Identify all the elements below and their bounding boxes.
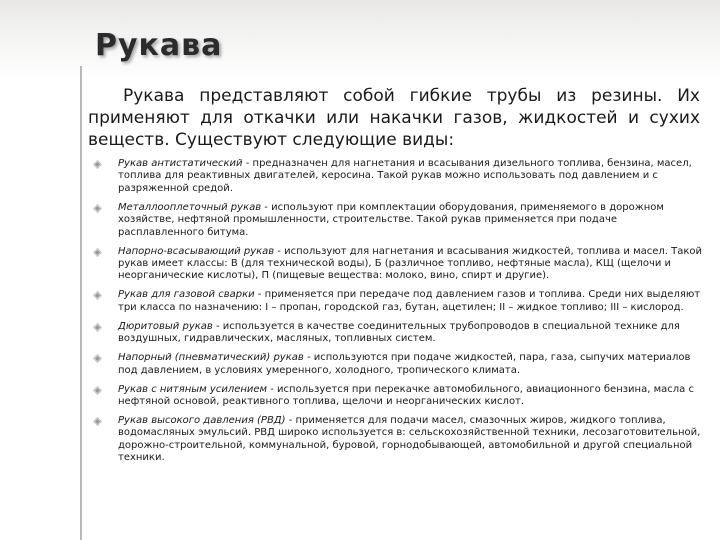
item-text: - применяется для подачи масел, смазочных жиров, жидкого топлива, водомасляных эмульсий. РВД широко используется в: сельскохозяйственной техники, лесозаготовительной, дорожно-строительной, коммунальной, буровой, горнодобывающей, автомобильной и другой специальной техники. bbox=[118, 415, 701, 464]
list-item bbox=[93, 289, 705, 314]
item-text: - используется при перекачке автомобильного, авиационного бензина, масла с нефтяной основой, реактивного топлива, щелочи и неорганических кислот. bbox=[118, 383, 694, 408]
diamond-bullet-icon bbox=[93, 417, 102, 426]
item-text: - предназначен для нагнетания и всасывания дизельного топлива, бензина, масел, топлива для реактивных двигателей, керосина. Такой рукав можно использовать под давлением и с разряженной средой. bbox=[118, 158, 692, 194]
diamond-bullet-icon bbox=[93, 354, 102, 363]
diamond-bullet-icon bbox=[93, 248, 102, 257]
diamond-bullet-icon bbox=[93, 323, 102, 332]
item-term: Дюритовый рукав bbox=[118, 320, 213, 332]
item-term: Рукав для газовой сварки bbox=[118, 289, 255, 301]
item-term: Рукав высокого давления (РВД) bbox=[118, 415, 286, 427]
item-text: - используются при подаче жидкостей, пара, газа, сыпучих материалов под давлением, в условиях умеренного, холодного, тропического климата. bbox=[118, 352, 691, 376]
item-term: Напорный (пневматический) рукав bbox=[118, 352, 304, 364]
diamond-bullet-icon bbox=[93, 386, 102, 395]
item-term: Металлооплеточный рукав bbox=[118, 201, 262, 213]
vertical-divider bbox=[80, 66, 82, 540]
item-text: - используют для нагнетания и всасывания жидкостей, топлива и масел. Такой рукав имеет классы: В (для технической воды), Б (различное топливо, нефтяные масла), КЩ (щелочи и неорганические кислоты), П (пищевые вещества: молоко, вино, спирт и другие). bbox=[118, 245, 703, 282]
list-item bbox=[93, 202, 705, 239]
item-term: Рукав антистатический bbox=[118, 158, 243, 169]
item-text: - используется в качестве соединительных трубопроводов в специальной технике для воздушных, гидравлических, масляных, топливных систем. bbox=[118, 320, 680, 345]
hose-types-list bbox=[93, 158, 705, 471]
diamond-bullet-icon bbox=[93, 204, 102, 213]
list-item bbox=[93, 246, 705, 283]
intro-paragraph: Рукава представляют собой гибкие трубы из резины. Их применяют для откачки или накачки газов, жидкостей и сухих веществ. Существуют следующие виды: bbox=[88, 86, 700, 150]
list-item bbox=[93, 158, 705, 195]
diamond-bullet-icon bbox=[93, 160, 102, 169]
item-text: - применяется при передаче под давлением газов и топлива. Среди них выделяют три класса по назначению: I – пропан, городской газ, бутан, ацетилен; II – жидкое топливо; III – кислород. bbox=[118, 289, 701, 313]
list-item bbox=[93, 352, 705, 377]
diamond-bullet-icon bbox=[93, 291, 102, 300]
list-item bbox=[93, 321, 705, 346]
item-text: - используют при комплектации оборудования, применяемого в дорожном хозяйстве, нефтяной промышленности, строительстве. Такой рукав применяется при подаче расплавленного битума. bbox=[118, 201, 664, 238]
item-term: Рукав с нитяным усилением bbox=[118, 383, 268, 395]
item-term: Напорно-всасывающий рукав bbox=[118, 245, 275, 257]
list-item bbox=[93, 415, 705, 465]
list-item bbox=[93, 384, 705, 409]
slide-title: Рукава bbox=[95, 28, 223, 63]
